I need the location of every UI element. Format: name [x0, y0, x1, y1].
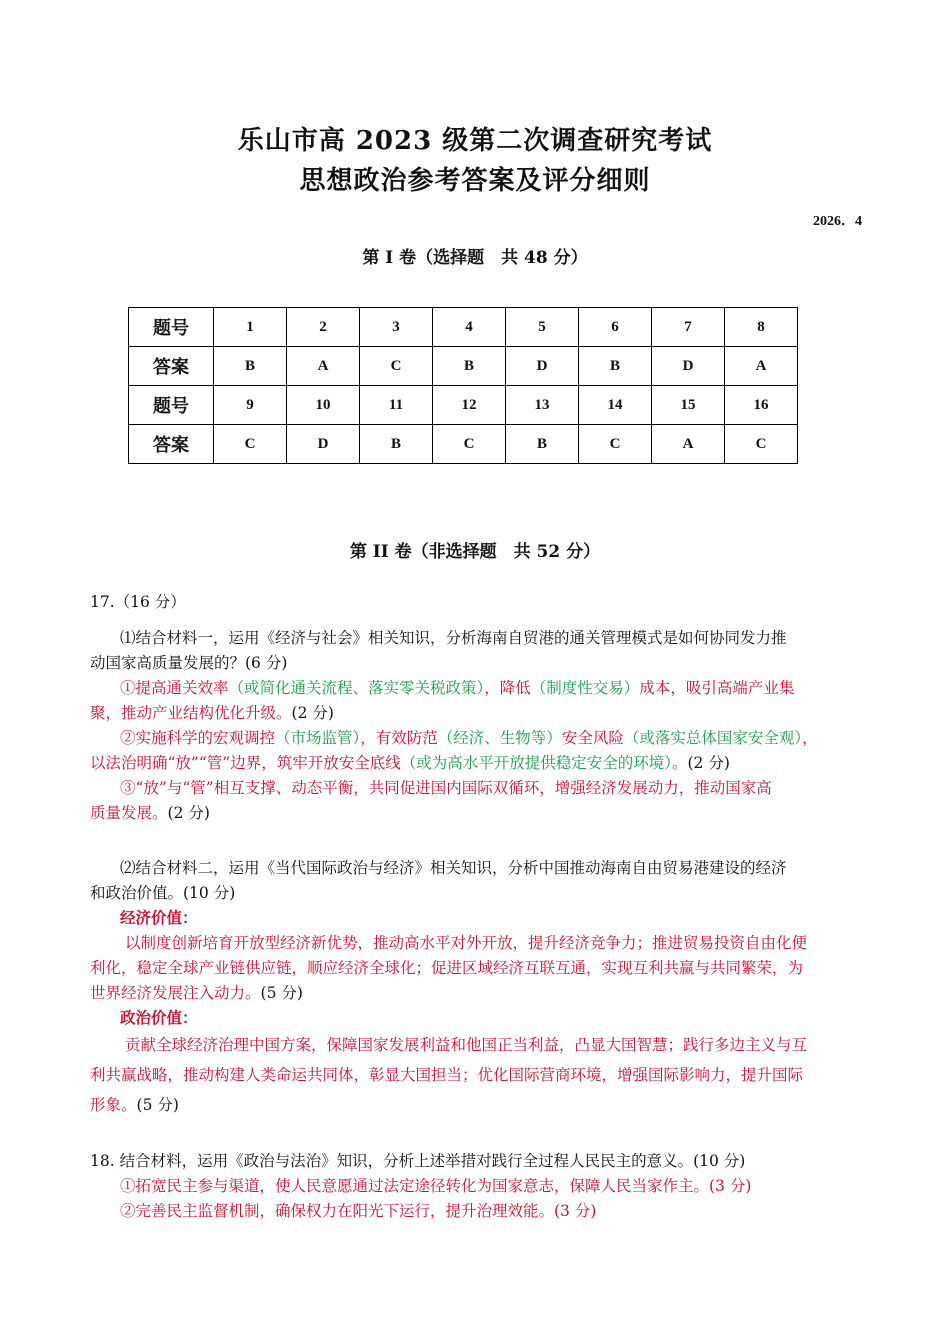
answer-cell: A	[725, 347, 798, 386]
political-value-line3	[90, 1093, 179, 1117]
answer-text: 。	[671, 754, 688, 772]
economic-value-line3	[90, 981, 303, 1005]
alternative-text: （经济、生物等）	[437, 729, 562, 747]
section1-title: 第 I 卷（选择题 共 48 分）	[362, 248, 588, 268]
answer-cell: B	[579, 347, 652, 386]
question-number: 13	[506, 386, 579, 425]
alternative-text: （或落实总体国家安全观）	[623, 729, 803, 747]
q17-part2-prompt-cont: 和政治价值。(10 分)	[90, 884, 236, 902]
answer-text: 聚，推动产业结构优化升级。	[90, 704, 292, 722]
answer-text: 形象。	[90, 1096, 137, 1114]
answer-table	[128, 307, 798, 464]
answer-text: 以法治明确“放”“管”边界，筑牢开放安全底线	[90, 754, 401, 772]
political-value-line2: 利共赢战略，推动构建人类命运共同体，彰显大国担当；优化国际营商环境，增强国际影响力，提升国际	[90, 1066, 804, 1084]
question-number: 12	[433, 386, 506, 425]
economic-value-label: 经济价值：	[120, 908, 198, 927]
answer-cell: B	[433, 347, 506, 386]
question-number: 9	[214, 386, 287, 425]
economic-value-line1: 以制度创新培育开放型经济新优势，推动高水平对外开放，提升经济竞争力；推进贸易投资自由化便	[125, 934, 808, 952]
answer-cell: D	[652, 347, 725, 386]
answer-cell: A	[652, 425, 725, 464]
table-row	[129, 386, 798, 425]
table-row	[129, 425, 798, 464]
question-number: 5	[506, 308, 579, 347]
row-label: 题号	[129, 386, 214, 425]
q17-answer2-line1	[120, 726, 818, 750]
question-number: 15	[652, 386, 725, 425]
q17-answer2-line2	[90, 751, 730, 775]
answer-cell: B	[214, 347, 287, 386]
alternative-text: （制度性交易）	[530, 679, 640, 697]
alternative-text: （或为高水平开放提供稳定安全的环境）	[400, 754, 672, 772]
q17-answer1-line2	[90, 701, 334, 725]
answer-cell: C	[725, 425, 798, 464]
question-number: 3	[360, 308, 433, 347]
q17-part1-prompt-cont: 动国家高质量发展的？(6 分)	[90, 654, 288, 672]
q17-answer3-line2	[90, 801, 210, 825]
question-number: 7	[652, 308, 725, 347]
answer-text: 成本，吸引高端产业集	[639, 679, 795, 697]
alternative-text: （市场监管）	[275, 729, 361, 747]
q17-answer3-line1: ③“放”与“管”相互支撑、动态平衡，共同促进国内国际双循环，增强经济发展动力，推动国家高	[120, 779, 772, 797]
document-title: 乐山市高 2023 级第二次调查研究考试	[237, 126, 713, 156]
score-text: (2 分)	[291, 704, 334, 722]
q18-answer1: ①拓宽民主参与渠道，使人民意愿通过法定途径转化为国家意志，保障人民当家作主。(3 分)	[120, 1177, 752, 1195]
row-label: 题号	[129, 308, 214, 347]
question-number: 10	[287, 386, 360, 425]
q17-part1-prompt: ⑴结合材料一，运用《经济与社会》相关知识，分析海南自贸港的通关管理模式是如何协同发力推	[120, 629, 787, 647]
q17-heading: 17.（16 分）	[90, 593, 186, 611]
answer-cell: D	[506, 347, 579, 386]
question-number: 4	[433, 308, 506, 347]
answer-cell: A	[287, 347, 360, 386]
document-subtitle: 思想政治参考答案及评分细则	[299, 166, 651, 196]
score-text: (5 分)	[260, 984, 303, 1002]
answer-text: ，降低	[484, 679, 531, 697]
document-date: 2026．4	[813, 214, 862, 229]
answer-text: ②实施科学的宏观调控	[120, 729, 276, 747]
row-label: 答案	[129, 347, 214, 386]
q17-answer1-line1	[120, 676, 794, 700]
question-number: 1	[214, 308, 287, 347]
answer-cell: B	[506, 425, 579, 464]
answer-text: 世界经济发展注入动力。	[90, 984, 261, 1002]
q17-part2-prompt: ⑵结合材料二，运用《当代国际政治与经济》相关知识，分析中国推动海南自由贸易港建设的经济	[120, 859, 787, 877]
political-value-line1: 贡献全球经济治理中国方案，保障国家发展利益和他国正当利益，凸显大国智慧；践行多边主义与互	[125, 1036, 808, 1054]
question-number: 6	[579, 308, 652, 347]
question-number: 16	[725, 386, 798, 425]
answer-cell: C	[579, 425, 652, 464]
score-text: (2 分)	[687, 754, 730, 772]
answer-text: 安全风险	[561, 729, 624, 747]
score-text: (5 分)	[136, 1096, 179, 1114]
answer-cell: B	[360, 425, 433, 464]
answer-cell: C	[360, 347, 433, 386]
answer-text: ，有效防范	[360, 729, 438, 747]
answer-text: 质量发展。	[90, 804, 168, 822]
table-row	[129, 347, 798, 386]
table-row	[129, 308, 798, 347]
answer-cell: C	[433, 425, 506, 464]
question-number: 8	[725, 308, 798, 347]
row-label: 答案	[129, 425, 214, 464]
score-text: (2 分)	[167, 804, 210, 822]
political-value-label: 政治价值：	[120, 1008, 198, 1027]
answer-text: ，	[802, 729, 818, 747]
question-number: 14	[579, 386, 652, 425]
alternative-text: （或简化通关流程、落实零关税政策）	[228, 679, 485, 697]
q18-heading: 18. 结合材料，运用《政治与法治》知识，分析上述举措对践行全过程人民民主的意义。(10 分)	[90, 1152, 746, 1170]
answer-cell: D	[287, 425, 360, 464]
question-number: 11	[360, 386, 433, 425]
q18-answer2: ②完善民主监督机制，确保权力在阳光下运行，提升治理效能。(3 分)	[120, 1202, 597, 1220]
answer-cell: C	[214, 425, 287, 464]
section2-title: 第 II 卷（非选择题 共 52 分）	[349, 542, 601, 562]
question-number: 2	[287, 308, 360, 347]
economic-value-line2: 利化，稳定全球产业链供应链，顺应经济全球化；促进区域经济互联互通，实现互利共赢与共同繁荣，为	[90, 959, 804, 977]
answer-text: ①提高通关效率	[120, 679, 229, 697]
